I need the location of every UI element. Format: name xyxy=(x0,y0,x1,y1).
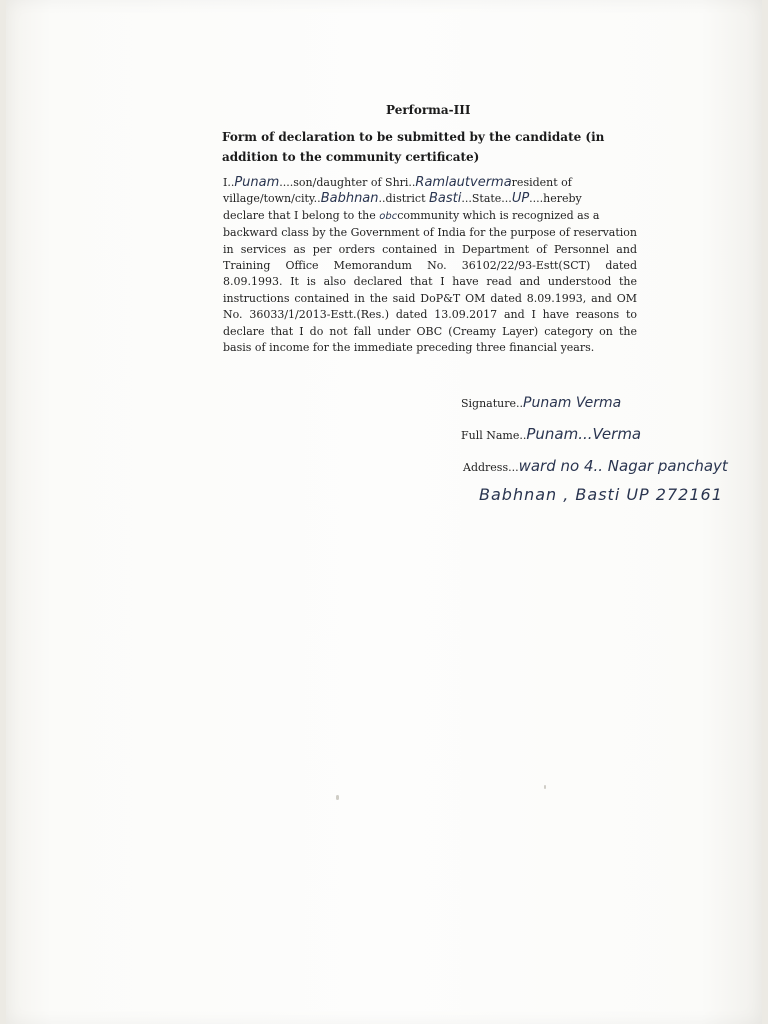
address-line-2-handwritten: Babhnan , Basti UP 272161 xyxy=(479,485,723,504)
community-handwritten: obc xyxy=(379,210,398,222)
declaration-body: backward class by the Government of India for the purpose of reservation in services as per orders contained in Department of Personnel and Training Office Memorandum No. 36102/22/93-Estt(SCT) dated 8.09.1993. It is also declared that I have read and understood the instructions contained in the said DoP&T OM dated 8.09.1993, and OM No. 36033/1/2013-Estt.(Res.) dated 13.09.2017 and I have reasons to declare that I do not fall under OBC (Creamy Layer) category on the basis of income for the immediate preceding three financial years. xyxy=(223,226,637,355)
text-fragment: ..district xyxy=(378,192,429,206)
text-fragment: ....hereby xyxy=(529,192,582,206)
candidate-name-handwritten: Punam xyxy=(234,175,280,190)
text-fragment: ...State... xyxy=(461,192,512,206)
district-handwritten: Basti xyxy=(429,191,462,207)
paper-speck xyxy=(544,785,546,789)
document-title: Performa-III xyxy=(386,103,471,117)
declaration-line-1 xyxy=(223,175,637,191)
full-name-handwritten: Punam...Verma xyxy=(526,425,642,443)
father-name-handwritten: Ramlautverma xyxy=(415,175,512,190)
address-label: Address... xyxy=(463,461,519,474)
signature-label: Signature.. xyxy=(461,397,524,410)
signature-handwritten: Punam Verma xyxy=(523,395,622,411)
text-fragment: community which is recognized as a xyxy=(397,208,600,222)
full-name-row xyxy=(461,425,641,443)
signature-row xyxy=(461,395,621,411)
text-fragment: I.. xyxy=(223,176,235,189)
declaration-text xyxy=(223,175,637,356)
full-name-label: Full Name.. xyxy=(461,429,527,442)
state-handwritten: UP xyxy=(511,191,530,207)
text-fragment: ....son/daughter of Shri.. xyxy=(279,176,416,189)
text-fragment: resident of xyxy=(511,176,572,189)
village-handwritten: Babhnan xyxy=(320,191,379,207)
form-heading: Form of declaration to be submitted by the candidate (in addition to the community certificate) xyxy=(222,130,605,164)
paper-speck xyxy=(336,795,339,800)
declaration-line-3 xyxy=(223,208,637,225)
document-page xyxy=(6,0,762,1024)
text-fragment: declare that I belong to the xyxy=(223,208,380,222)
address-row xyxy=(463,457,728,475)
text-fragment: village/town/city.. xyxy=(223,192,321,206)
address-line-1-handwritten: ward no 4.. Nagar panchayt xyxy=(518,457,728,475)
declaration-line-2 xyxy=(223,191,637,207)
